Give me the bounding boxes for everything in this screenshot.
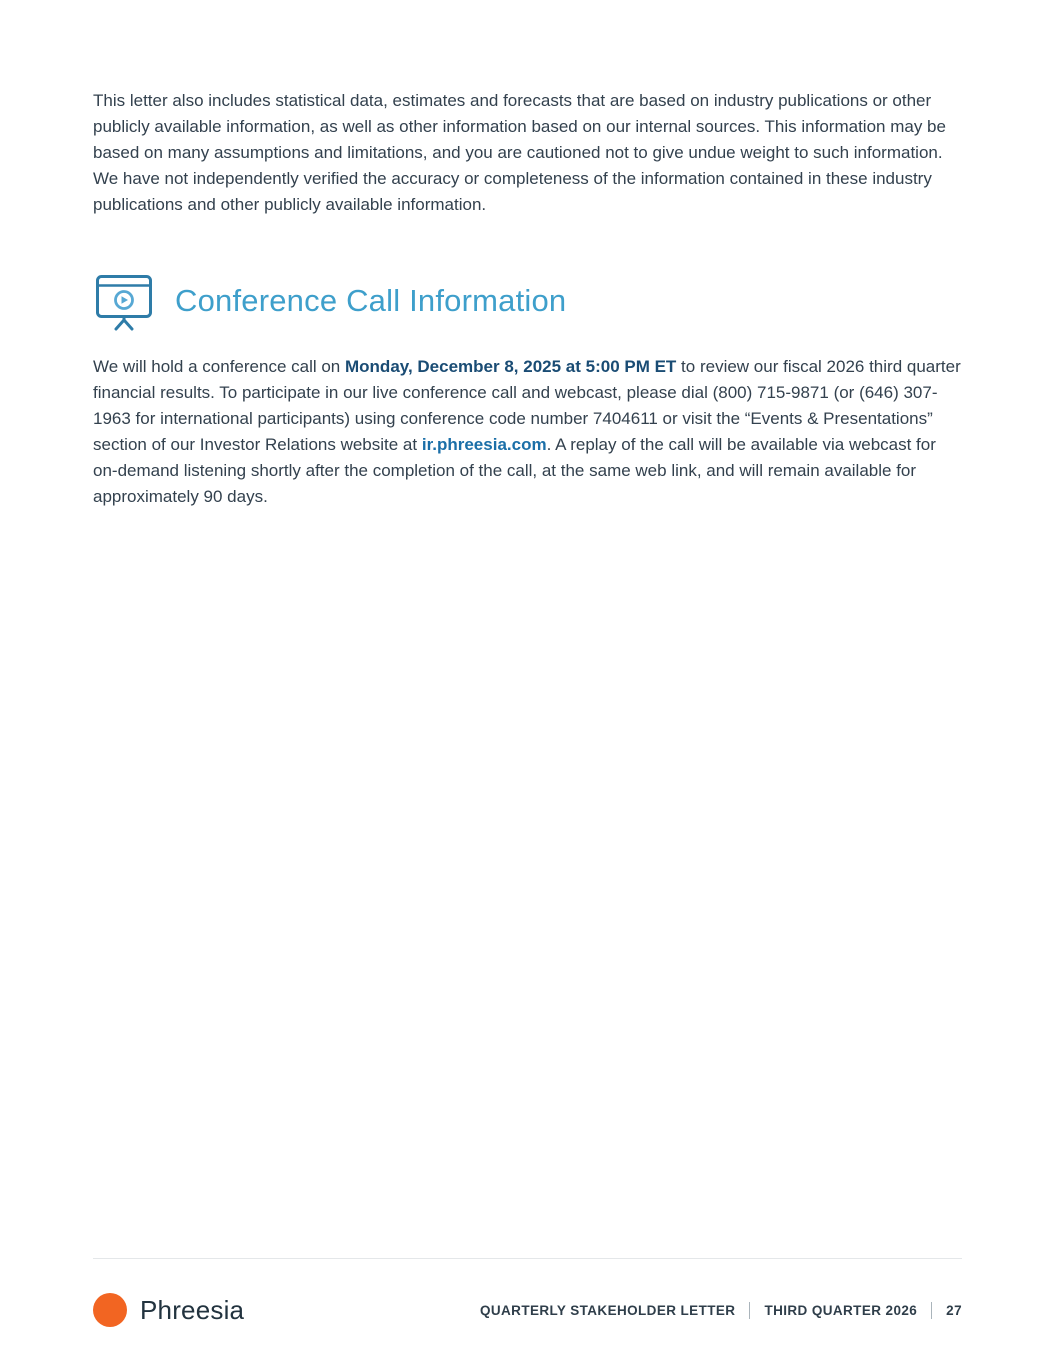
page-footer (93, 1285, 962, 1335)
conference-datetime: Monday, December 8, 2025 at 5:00 PM ET (345, 357, 677, 376)
paragraph-text-part2: to review our fiscal 2026 third quarter financial results. To participate in our live conference call and webcast, please dial (800) 715-9871 (or (646) 307-1963 for international participants) using conference code number 7404611 or visit the “Events & Presentations” section of our Investor Relations website at (93, 357, 961, 454)
footer-separator (749, 1302, 750, 1319)
phreesia-logo-circle-icon (93, 1293, 127, 1327)
page-content (0, 0, 1055, 510)
footer-doc-label: QUARTERLY STAKEHOLDER LETTER (479, 1302, 736, 1318)
footer-divider (93, 1258, 962, 1259)
phreesia-logo (93, 1293, 244, 1327)
disclaimer-paragraph: This letter also includes statistical data, estimates and forecasts that are based on industry publications or other publicly available information, as well as other information based on our internal sources. This information may be based on many assumptions and limitations, and you are cautioned not to give undue weight to such information. We have not independently verified the accuracy or completeness of the information contained in these industry publications and other publicly available information. (93, 91, 946, 214)
phreesia-logo-text: Phreesia (140, 1294, 245, 1325)
section-title: Conference Call Information (175, 283, 567, 318)
footer-separator (931, 1302, 932, 1319)
conference-call-section-header (93, 270, 962, 332)
footer-page-number: 27 (946, 1302, 962, 1318)
paragraph-text-part1: We will hold a conference call on (93, 357, 345, 376)
conference-call-paragraph (93, 354, 962, 510)
paragraph-text-part3: . A replay of the call will be available via webcast for on-demand listening shortly after the completion of the call, at the same web link, and will remain available for approximately 90 days. (93, 435, 936, 506)
footer-meta (480, 1302, 962, 1319)
webcast-monitor-icon (93, 270, 155, 332)
investor-relations-link[interactable]: ir.phreesia.com (421, 435, 547, 454)
footer-quarter-label: THIRD QUARTER 2026 (764, 1302, 918, 1318)
